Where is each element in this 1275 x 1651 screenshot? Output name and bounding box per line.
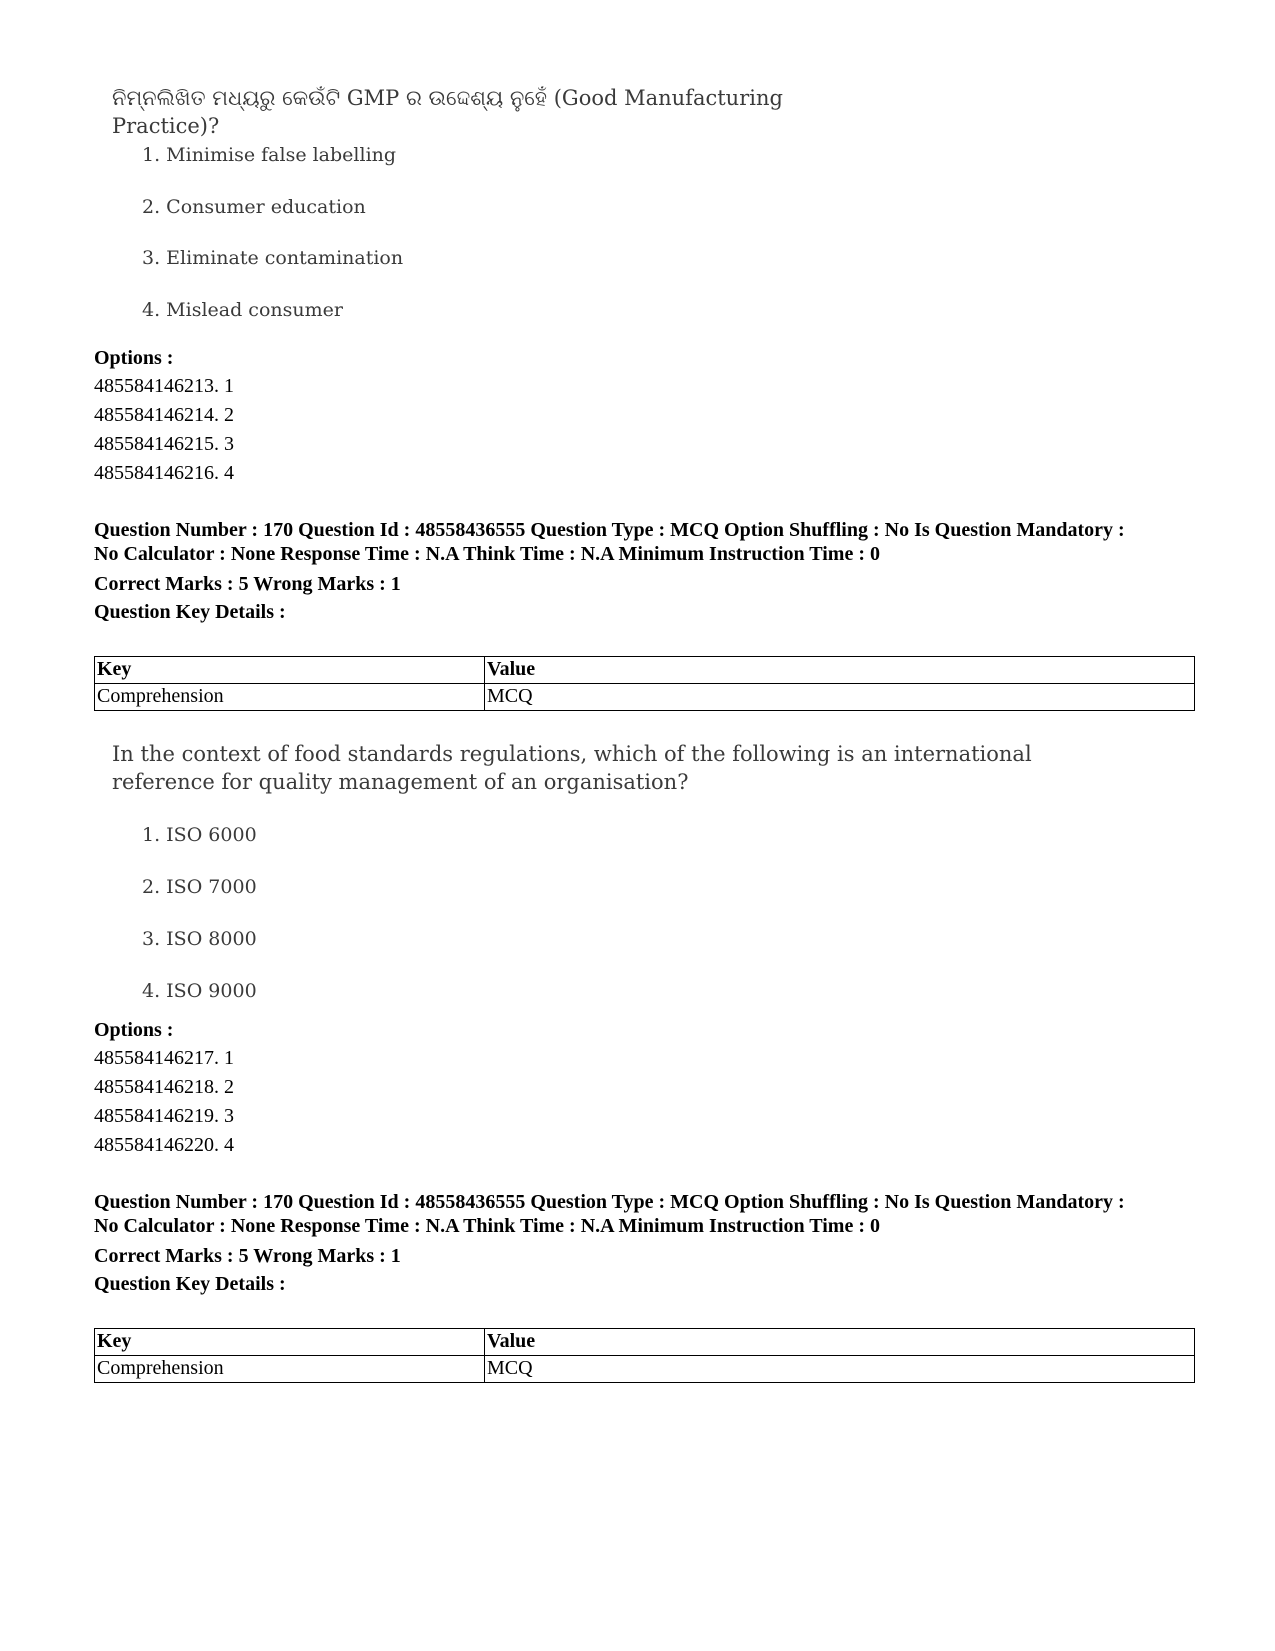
table-row (95, 1356, 1195, 1383)
option-item: 485584146214. 2 (94, 404, 234, 426)
image-option: 3. Eliminate contamination (142, 247, 404, 269)
options-list (94, 1016, 1194, 1160)
image-option: 4. Mislead consumer (142, 299, 343, 321)
question-stem: ନିମ୍ନଲିଖିତ ମଧ୍ୟରୁ କେଉଁଟି GMP ର ଉଦ୍ଦେଶ୍ୟ ନୁହେଁ (Good Manufacturing Practice)? (112, 86, 783, 138)
meta-line: No Calculator : None Response Time : N.A Think Time : N.A Minimum Instruction Time : 0 (94, 543, 880, 565)
option-item: 485584146220. 4 (94, 1134, 234, 1156)
question-image (112, 740, 1132, 1010)
key-details-title: Question Key Details : (94, 1273, 286, 1295)
options-list (94, 344, 1194, 488)
option-item: 485584146217. 1 (94, 1047, 234, 1069)
key-details-table (94, 1328, 1195, 1383)
image-option: 2. Consumer education (142, 196, 366, 218)
table-cell: MCQ (485, 1356, 1195, 1383)
meta-line: Question Number : 170 Question Id : 48558436555 Question Type : MCQ Option Shuffling : No Is Question Mandatory : (94, 1191, 1125, 1213)
image-option: 2. ISO 7000 (142, 876, 257, 898)
key-details-title: Question Key Details : (94, 601, 286, 623)
option-item: 485584146213. 1 (94, 375, 234, 397)
table-row (95, 657, 1195, 684)
options-title: Options : (94, 347, 174, 369)
table-cell: Comprehension (95, 1356, 485, 1383)
table-row (95, 684, 1195, 711)
table-cell: Comprehension (95, 684, 485, 711)
marks-line: Correct Marks : 5 Wrong Marks : 1 (94, 573, 401, 595)
options-title: Options : (94, 1019, 174, 1041)
question-meta (94, 518, 1214, 626)
option-item: 485584146218. 2 (94, 1076, 234, 1098)
table-cell: MCQ (485, 684, 1195, 711)
image-option: 1. Minimise false labelling (142, 144, 397, 166)
question-meta (94, 1190, 1214, 1298)
table-header-value: Value (485, 657, 1195, 684)
option-item: 485584146219. 3 (94, 1105, 234, 1127)
meta-line: Question Number : 170 Question Id : 48558436555 Question Type : MCQ Option Shuffling : No Is Question Mandatory : (94, 519, 1125, 541)
option-item: 485584146216. 4 (94, 462, 234, 484)
option-item: 485584146215. 3 (94, 433, 234, 455)
key-details-table (94, 656, 1195, 711)
image-option: 3. ISO 8000 (142, 928, 257, 950)
question-stem: In the context of food standards regulations, which of the following is an international reference for quality management of an organisation? (112, 742, 1032, 794)
image-option: 4. ISO 9000 (142, 980, 257, 1002)
question-image (112, 84, 812, 334)
meta-line: No Calculator : None Response Time : N.A Think Time : N.A Minimum Instruction Time : 0 (94, 1215, 880, 1237)
table-header-key: Key (95, 657, 485, 684)
marks-line: Correct Marks : 5 Wrong Marks : 1 (94, 1245, 401, 1267)
table-row (95, 1329, 1195, 1356)
table-header-key: Key (95, 1329, 485, 1356)
image-option: 1. ISO 6000 (142, 824, 257, 846)
table-header-value: Value (485, 1329, 1195, 1356)
